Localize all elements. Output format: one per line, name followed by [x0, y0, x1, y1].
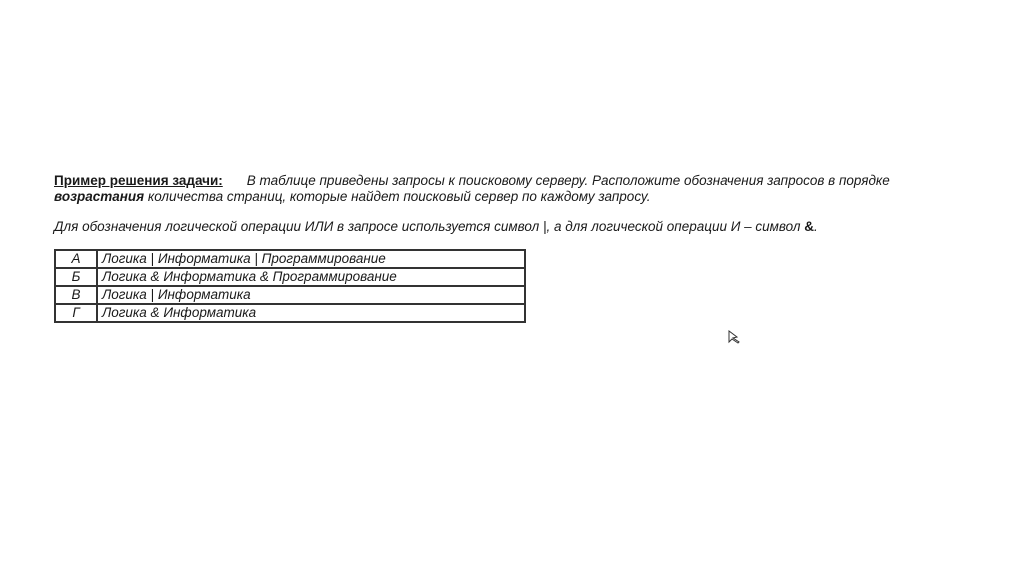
- row-query: Логика & Информатика: [97, 304, 525, 322]
- row-query: Логика & Информатика & Программирование: [97, 268, 525, 286]
- table-row: [55, 268, 525, 286]
- row-query: Логика | Информатика | Программирование: [97, 250, 525, 268]
- row-letter: В: [55, 286, 97, 304]
- mouse-pointer-icon: [728, 330, 740, 344]
- row-letter: Б: [55, 268, 97, 286]
- note-symbol: &: [804, 219, 814, 234]
- row-query: Логика | Информатика: [97, 286, 525, 304]
- row-letter: А: [55, 250, 97, 268]
- task-text-part2: количества страниц, которые найдет поисковый сервер по каждому запросу.: [147, 189, 651, 204]
- note-end: .: [814, 219, 818, 234]
- queries-table: [54, 249, 526, 323]
- task-text-part1: В таблице приведены запросы к поисковому серверу. Расположите обозначения запросов в порядке: [246, 173, 890, 188]
- task-first-line: [54, 173, 984, 189]
- task-bold-word: возрастания: [54, 189, 145, 204]
- table-row: [55, 250, 525, 268]
- task-second-line: [54, 189, 984, 205]
- task-statement: [54, 173, 984, 205]
- table-row: [55, 304, 525, 322]
- task-heading: Пример решения задачи:: [54, 173, 223, 188]
- row-letter: Г: [55, 304, 97, 322]
- table-row: [55, 286, 525, 304]
- note-text: Для обозначения логической операции ИЛИ в запросе используется символ |, а для логической операции И – символ: [54, 219, 801, 234]
- operators-note: [54, 219, 818, 235]
